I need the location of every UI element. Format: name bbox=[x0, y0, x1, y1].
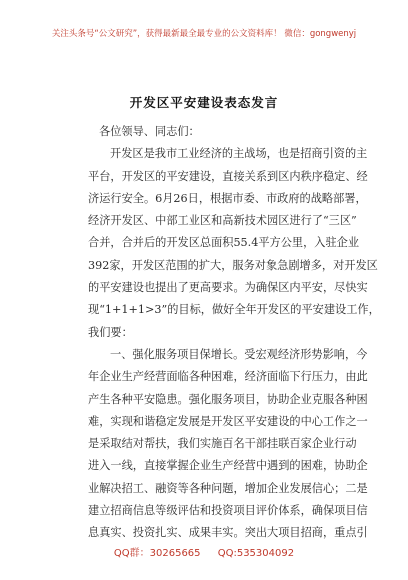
paragraph-line: 一、强化服务项目保增长。受宏观经济形势影响，今 bbox=[110, 347, 368, 361]
qq-number: QQ:535304092 bbox=[217, 548, 295, 559]
paragraph-line: 现“1+1+1>3”的目标，做好全年开发区的平安建设工作， bbox=[88, 303, 380, 317]
salutation-line: 各位领导、同志们： bbox=[99, 125, 200, 138]
paragraph-line: 产生各种平安隐患。强化服务项目，协助企业克服各种困 bbox=[88, 392, 368, 406]
paragraph-line: 平台，开发区的平安建设，直接关系到区内秩序稳定、经 bbox=[88, 169, 368, 183]
paragraph-line: 进入一线，直接掌握企业生产经营中遇到的困难，协助企 bbox=[88, 459, 368, 473]
paragraph-line: 392家，开发区范围的扩大，服务对象急剧增多，对开发区 bbox=[88, 258, 378, 272]
paragraph-line: 经济开发区、中部工业区和高新技术园区进行了“三区” bbox=[88, 214, 357, 228]
document-body bbox=[88, 121, 380, 545]
qq-group-number: QQ群：30265665 bbox=[113, 548, 201, 559]
document-title: 开发区平安建设表态发言 bbox=[129, 95, 279, 110]
paragraph-line: 息真实、投资扎实、成果丰实。突出大项目招商，重点引 bbox=[88, 526, 368, 540]
footer-contact bbox=[0, 544, 408, 559]
paragraph-line: 年企业生产经营面临各种困难，经济面临下行压力，由此 bbox=[88, 370, 368, 384]
paragraph-line: 合并，合并后的开发区总面积55.4平方公里，入驻企业 bbox=[88, 236, 360, 250]
paragraph-line: 建立招商信息等级评估和投资项目评价体系，确保项目信 bbox=[88, 504, 368, 518]
header-note: 关注头条号“公文研究”，获得最新最全最专业的公文资料库！ 微信：gongwenyj bbox=[51, 29, 357, 39]
paragraph-line: 是采取结对帮扶，我们实施百名干部挂联百家企业行动 bbox=[88, 437, 357, 451]
paragraph-line: 我们要： bbox=[88, 325, 133, 339]
paragraph-line: 难，实现和谐稳定发展是开发区平安建设的中心工作之一 bbox=[88, 414, 368, 428]
paragraph-line: 济运行安全。6月26日，根据市委、市政府的战略部署， bbox=[88, 191, 367, 205]
paragraph-line: 的平安建设也提出了更高要求。为确保区内平安，尽快实 bbox=[88, 281, 368, 295]
paragraph-line: 业解决招工、融资等各种问题，增加企业发展信心；二是 bbox=[88, 481, 368, 495]
paragraph-line: 开发区是我市工业经济的主战场，也是招商引资的主 bbox=[110, 147, 368, 161]
